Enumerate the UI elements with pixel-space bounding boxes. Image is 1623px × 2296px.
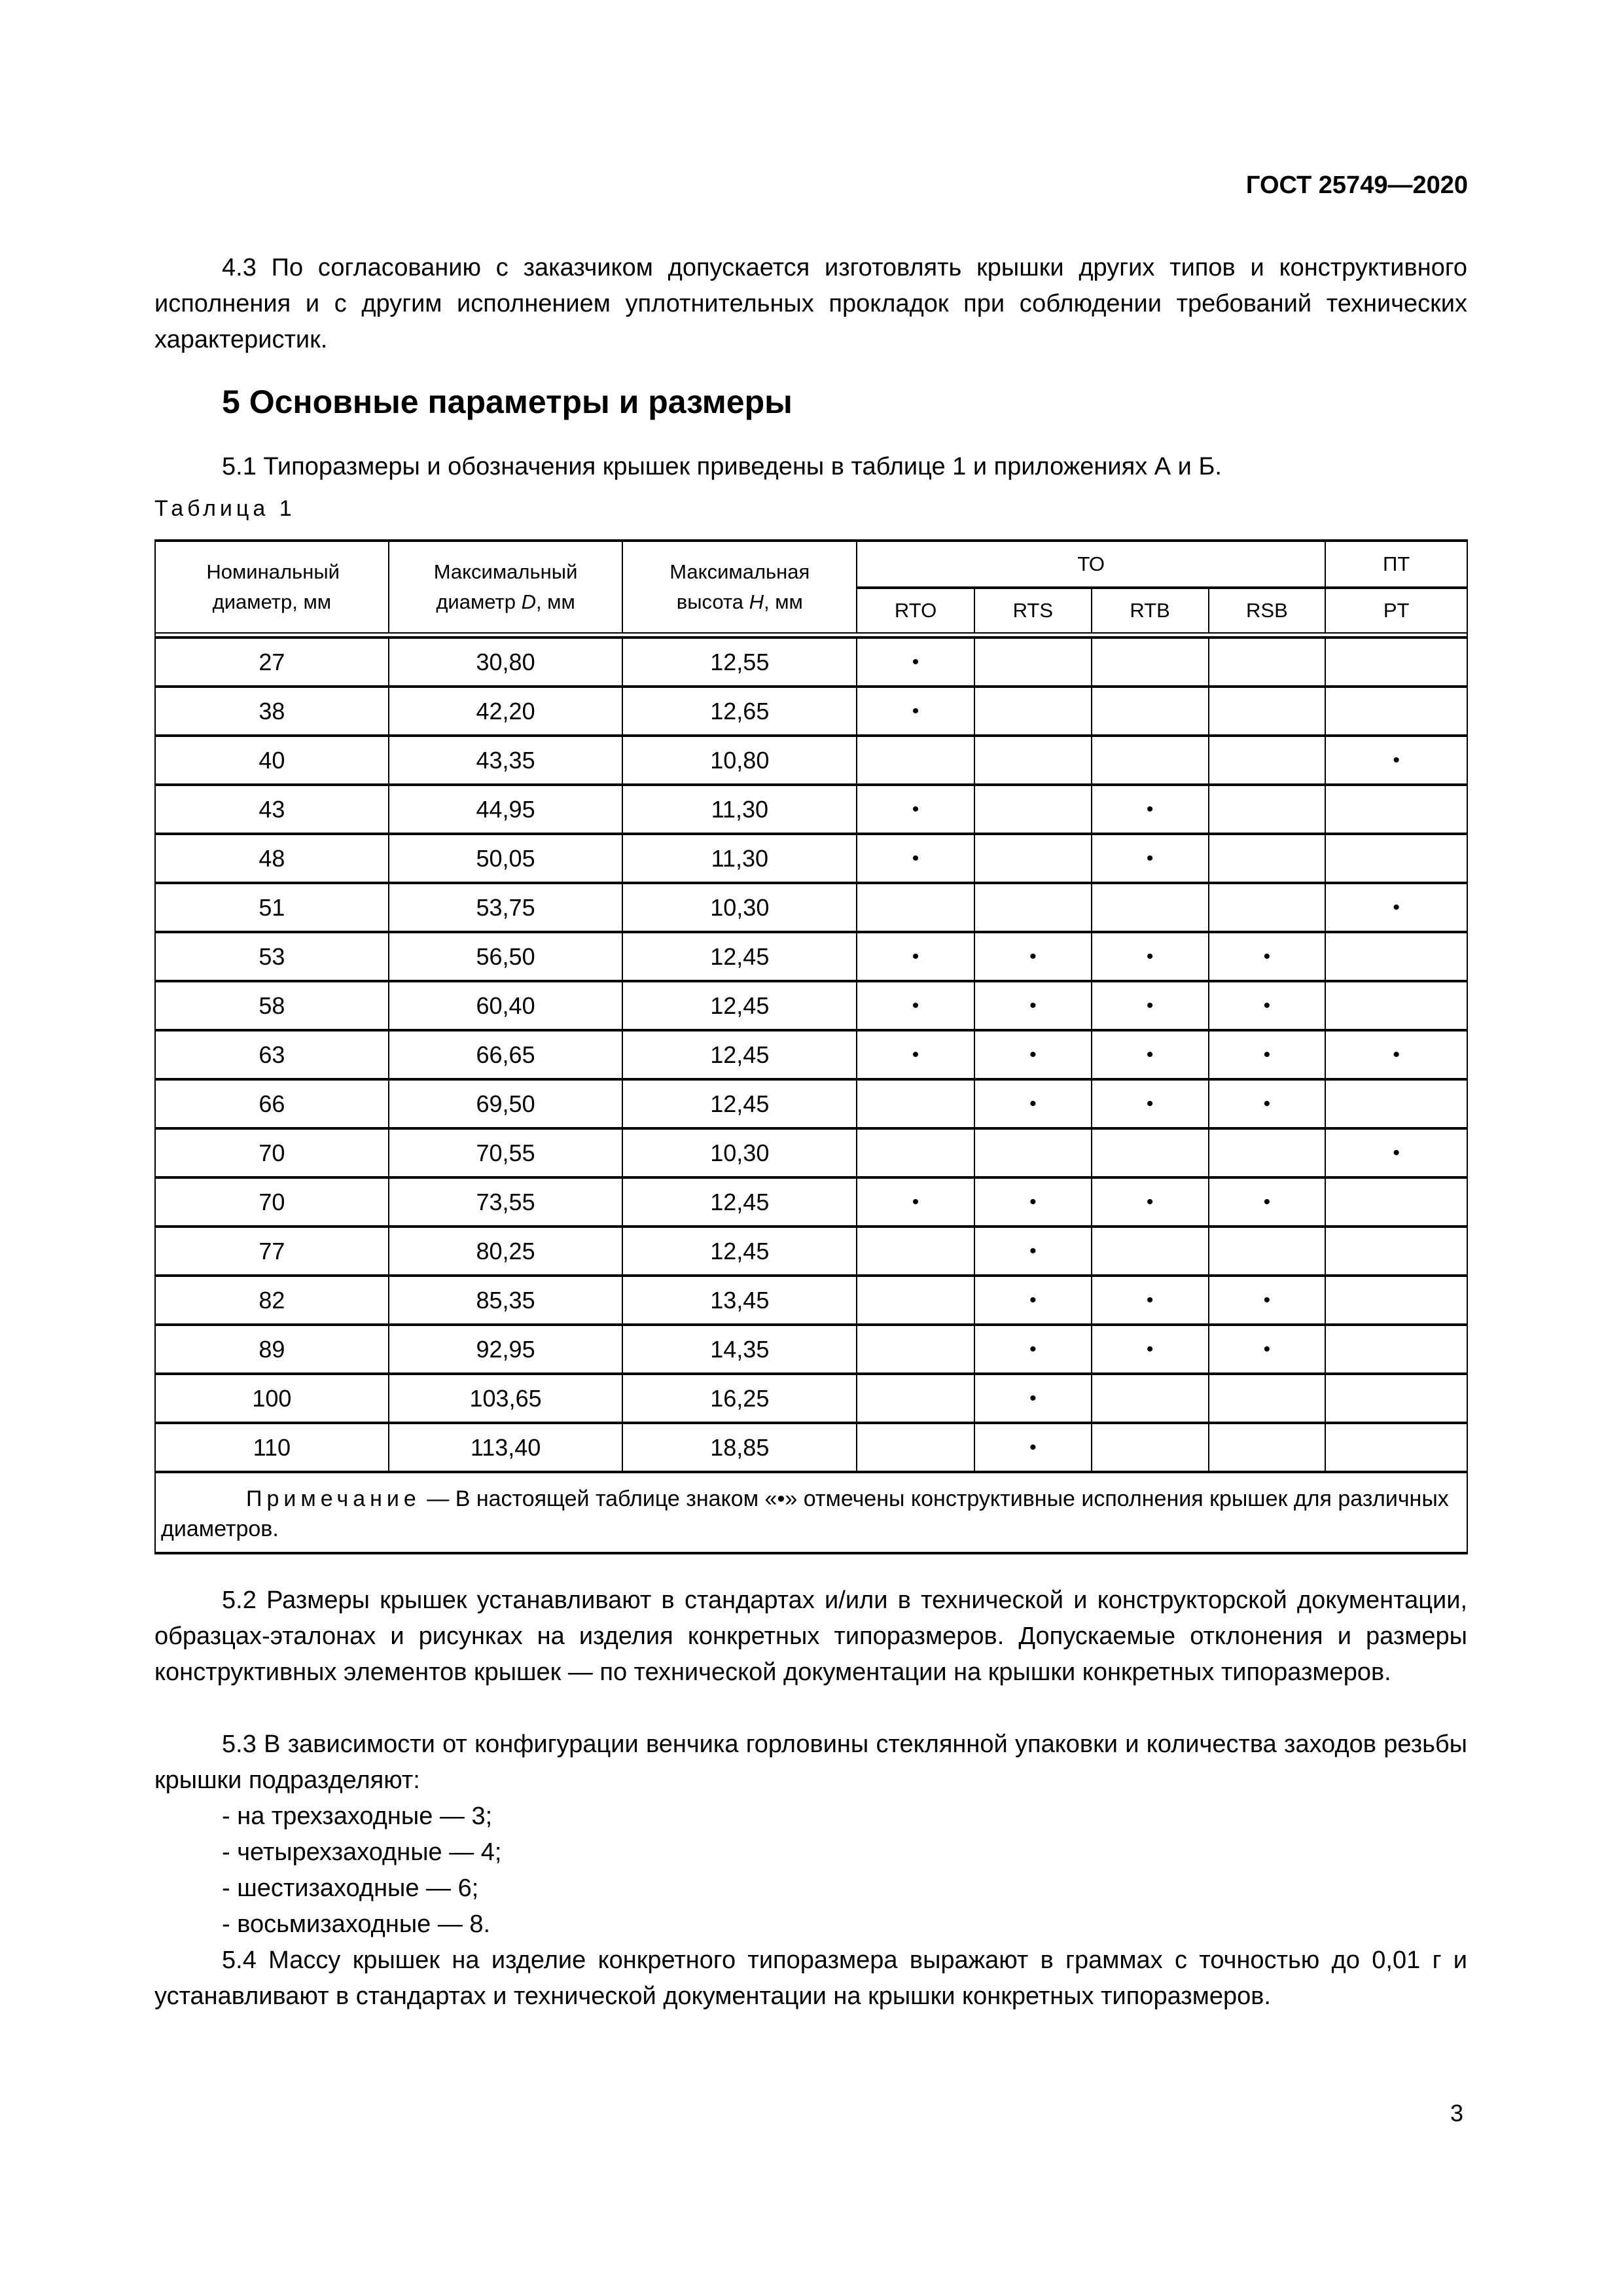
cell-rts [974, 1128, 1092, 1177]
cell-rtb [1092, 687, 1209, 736]
cell-nom: 48 [155, 834, 389, 883]
list-item: - четырехзаходные — 4; [222, 1839, 502, 1866]
cell-rsb: • [1209, 1325, 1326, 1374]
cell-rsb [1209, 1423, 1326, 1472]
table-caption: Таблица 1 [154, 496, 296, 521]
list-item: - шестизаходные — 6; [222, 1874, 479, 1902]
cell-rts [974, 637, 1092, 687]
cell-rtb [1092, 1128, 1209, 1177]
cell-pt [1325, 1374, 1467, 1423]
cell-h: 12,45 [622, 1227, 857, 1276]
cell-nom: 110 [155, 1423, 389, 1472]
cell-rts: • [974, 1030, 1092, 1079]
table-row [155, 687, 1467, 736]
cell-h: 12,45 [622, 1177, 857, 1227]
cell-h: 12,45 [622, 932, 857, 981]
cell-pt [1325, 834, 1467, 883]
cell-rts: • [974, 1276, 1092, 1325]
cell-rto [857, 1227, 974, 1276]
cell-rts: • [974, 1374, 1092, 1423]
cell-rto [857, 1276, 974, 1325]
cell-h: 11,30 [622, 834, 857, 883]
cell-rtb: • [1092, 1325, 1209, 1374]
cell-pt [1325, 932, 1467, 981]
cell-nom: 77 [155, 1227, 389, 1276]
cell-h: 12,55 [622, 637, 857, 687]
cell-rtb: • [1092, 1030, 1209, 1079]
cell-nom: 89 [155, 1325, 389, 1374]
cell-rts: • [974, 1177, 1092, 1227]
cell-rtb: • [1092, 1276, 1209, 1325]
cell-rts: • [974, 1423, 1092, 1472]
paragraph-5-2: 5.2 Размеры крышек устанавливают в стандартах и/или в технической и конструкторской документации, образцах-эталонах и рисунках на изделия конкретных типоразмеров. Допускаемые отклонения и размеры конструктивных элементов крышек — по технической документации на крышки конкретных типоразмеров. [154, 1587, 1467, 1686]
table-row [155, 1128, 1467, 1177]
cell-rts: • [974, 1227, 1092, 1276]
header-rsb: RSB [1209, 588, 1326, 633]
cell-d: 73,55 [389, 1177, 623, 1227]
paragraph-5-3: 5.3 В зависимости от конфигурации венчика горловины стеклянной упаковки и количества заходов резьбы крышки подразделяют: [154, 1731, 1467, 1794]
header-rto: RTO [857, 588, 974, 633]
cell-nom: 82 [155, 1276, 389, 1325]
cell-d: 50,05 [389, 834, 623, 883]
table-row [155, 932, 1467, 981]
table-row [155, 1227, 1467, 1276]
table-row [155, 883, 1467, 932]
cell-d: 80,25 [389, 1227, 623, 1276]
cell-rsb: • [1209, 1030, 1326, 1079]
cell-rts [974, 785, 1092, 834]
cell-rto: • [857, 1030, 974, 1079]
cell-rto: • [857, 785, 974, 834]
cell-nom: 63 [155, 1030, 389, 1079]
cell-rsb [1209, 1227, 1326, 1276]
cell-rsb [1209, 1374, 1326, 1423]
cell-h: 12,45 [622, 981, 857, 1030]
table-row [155, 1325, 1467, 1374]
cell-pt [1325, 1079, 1467, 1128]
cell-rsb [1209, 736, 1326, 785]
header-rtb: RTB [1092, 588, 1209, 633]
cell-h: 11,30 [622, 785, 857, 834]
paragraph-4-3: 4.3 По согласованию с заказчиком допускается изготовлять крышки других типов и конструктивного исполнения и с другим исполнением уплотнительных прокладок при соблюдении требований технических характеристик. [154, 254, 1467, 353]
cell-pt: • [1325, 1128, 1467, 1177]
list-item: - на трехзаходные — 3; [222, 1803, 493, 1830]
document-designation: ГОСТ 25749—2020 [1245, 171, 1468, 199]
cell-rto: • [857, 932, 974, 981]
cell-nom: 43 [155, 785, 389, 834]
cell-pt [1325, 1325, 1467, 1374]
table-row [155, 981, 1467, 1030]
cell-rsb: • [1209, 1177, 1326, 1227]
cell-h: 16,25 [622, 1374, 857, 1423]
cell-rsb: • [1209, 932, 1326, 981]
cell-rsb: • [1209, 981, 1326, 1030]
cell-nom: 38 [155, 687, 389, 736]
cell-pt [1325, 1276, 1467, 1325]
page-number: 3 [1450, 2100, 1464, 2126]
cell-d: 66,65 [389, 1030, 623, 1079]
cell-d: 42,20 [389, 687, 623, 736]
cell-rtb: • [1092, 1177, 1209, 1227]
table-1 [154, 539, 1468, 1554]
table-row [155, 1177, 1467, 1227]
table-note [155, 1472, 1467, 1553]
table-row [155, 637, 1467, 687]
cell-d: 60,40 [389, 981, 623, 1030]
cell-rtb [1092, 1227, 1209, 1276]
cell-h: 18,85 [622, 1423, 857, 1472]
table-row [155, 1423, 1467, 1472]
header-nominal-diameter: Номинальный диаметр, мм [155, 541, 389, 633]
cell-rsb [1209, 785, 1326, 834]
cell-rto: • [857, 834, 974, 883]
cell-h: 13,45 [622, 1276, 857, 1325]
cell-d: 70,55 [389, 1128, 623, 1177]
cell-rto: • [857, 637, 974, 687]
cell-nom: 70 [155, 1177, 389, 1227]
header-max-diameter: Максимальный диаметр D, мм [389, 541, 623, 633]
cell-d: 92,95 [389, 1325, 623, 1374]
cell-pt: • [1325, 736, 1467, 785]
cell-rsb [1209, 834, 1326, 883]
cell-rts [974, 687, 1092, 736]
cell-d: 103,65 [389, 1374, 623, 1423]
cell-rto: • [857, 687, 974, 736]
cell-nom: 100 [155, 1374, 389, 1423]
cell-rsb [1209, 637, 1326, 687]
cell-d: 43,35 [389, 736, 623, 785]
cell-pt [1325, 981, 1467, 1030]
cell-nom: 40 [155, 736, 389, 785]
thread-types-list [222, 1799, 501, 1943]
paragraph-5-4: 5.4 Массу крышек на изделие конкретного типоразмера выражают в граммах с точностью до 0,01 г и устанавливают в стандартах и технической документации на крышки конкретных типоразмеров. [154, 1946, 1467, 2010]
cell-rto [857, 736, 974, 785]
cell-rtb: • [1092, 981, 1209, 1030]
cell-rsb [1209, 1128, 1326, 1177]
cell-rts: • [974, 1079, 1092, 1128]
section-5-heading: 5 Основные параметры и размеры [222, 384, 793, 420]
cell-rsb: • [1209, 1276, 1326, 1325]
cell-d: 44,95 [389, 785, 623, 834]
cell-pt [1325, 1227, 1467, 1276]
cell-rtb: • [1092, 932, 1209, 981]
cell-pt [1325, 785, 1467, 834]
cell-nom: 70 [155, 1128, 389, 1177]
cell-d: 113,40 [389, 1423, 623, 1472]
cell-rto [857, 1423, 974, 1472]
cell-rts [974, 736, 1092, 785]
header-pt: PT [1325, 588, 1467, 633]
cell-h: 12,45 [622, 1079, 857, 1128]
paragraph-5-1: 5.1 Типоразмеры и обозначения крышек приведены в таблице 1 и приложениях А и Б. [222, 453, 1222, 480]
table-row [155, 736, 1467, 785]
cell-d: 30,80 [389, 637, 623, 687]
cell-rtb [1092, 1374, 1209, 1423]
cell-pt: • [1325, 883, 1467, 932]
cell-d: 85,35 [389, 1276, 623, 1325]
cell-pt [1325, 1423, 1467, 1472]
cell-rto [857, 883, 974, 932]
header-separator [155, 633, 1467, 637]
cell-h: 14,35 [622, 1325, 857, 1374]
cell-rts: • [974, 932, 1092, 981]
table-row [155, 1374, 1467, 1423]
cell-d: 56,50 [389, 932, 623, 981]
cell-rto: • [857, 1177, 974, 1227]
header-group-to: ТО [857, 541, 1325, 588]
cell-h: 12,65 [622, 687, 857, 736]
cell-rtb [1092, 736, 1209, 785]
cell-rts [974, 883, 1092, 932]
cell-nom: 53 [155, 932, 389, 981]
header-group-pt: ПТ [1325, 541, 1467, 588]
cell-rto [857, 1079, 974, 1128]
cell-rto [857, 1128, 974, 1177]
table-row [155, 1030, 1467, 1079]
cell-rto [857, 1325, 974, 1374]
header-max-height: Максимальная высота H, мм [622, 541, 857, 633]
cell-rts: • [974, 981, 1092, 1030]
cell-d: 53,75 [389, 883, 623, 932]
note-label: Примечание [246, 1486, 421, 1511]
cell-h: 12,45 [622, 1030, 857, 1079]
cell-nom: 27 [155, 637, 389, 687]
cell-rtb: • [1092, 785, 1209, 834]
note-text: — В настоящей таблице знаком «•» отмечены конструктивные исполнения крышек для различных диаметров. [161, 1486, 1449, 1541]
cell-pt [1325, 637, 1467, 687]
list-item: - восьмизаходные — 8. [222, 1910, 491, 1938]
header-rts: RTS [974, 588, 1092, 633]
cell-rsb: • [1209, 1079, 1326, 1128]
table-row [155, 785, 1467, 834]
cell-h: 10,30 [622, 1128, 857, 1177]
cell-d: 69,50 [389, 1079, 623, 1128]
cell-rto: • [857, 981, 974, 1030]
cell-rtb [1092, 1423, 1209, 1472]
cell-rto [857, 1374, 974, 1423]
table-row [155, 1276, 1467, 1325]
cell-nom: 66 [155, 1079, 389, 1128]
cell-pt: • [1325, 1030, 1467, 1079]
cell-rtb [1092, 883, 1209, 932]
cell-pt [1325, 1177, 1467, 1227]
cell-rsb [1209, 883, 1326, 932]
cell-nom: 51 [155, 883, 389, 932]
table-row [155, 834, 1467, 883]
cell-rsb [1209, 687, 1326, 736]
cell-nom: 58 [155, 981, 389, 1030]
cell-rtb: • [1092, 834, 1209, 883]
table-row [155, 1079, 1467, 1128]
cell-rts [974, 834, 1092, 883]
cell-h: 10,30 [622, 883, 857, 932]
cell-rtb: • [1092, 1079, 1209, 1128]
cell-rtb [1092, 637, 1209, 687]
cell-h: 10,80 [622, 736, 857, 785]
cell-pt [1325, 687, 1467, 736]
cell-rts: • [974, 1325, 1092, 1374]
